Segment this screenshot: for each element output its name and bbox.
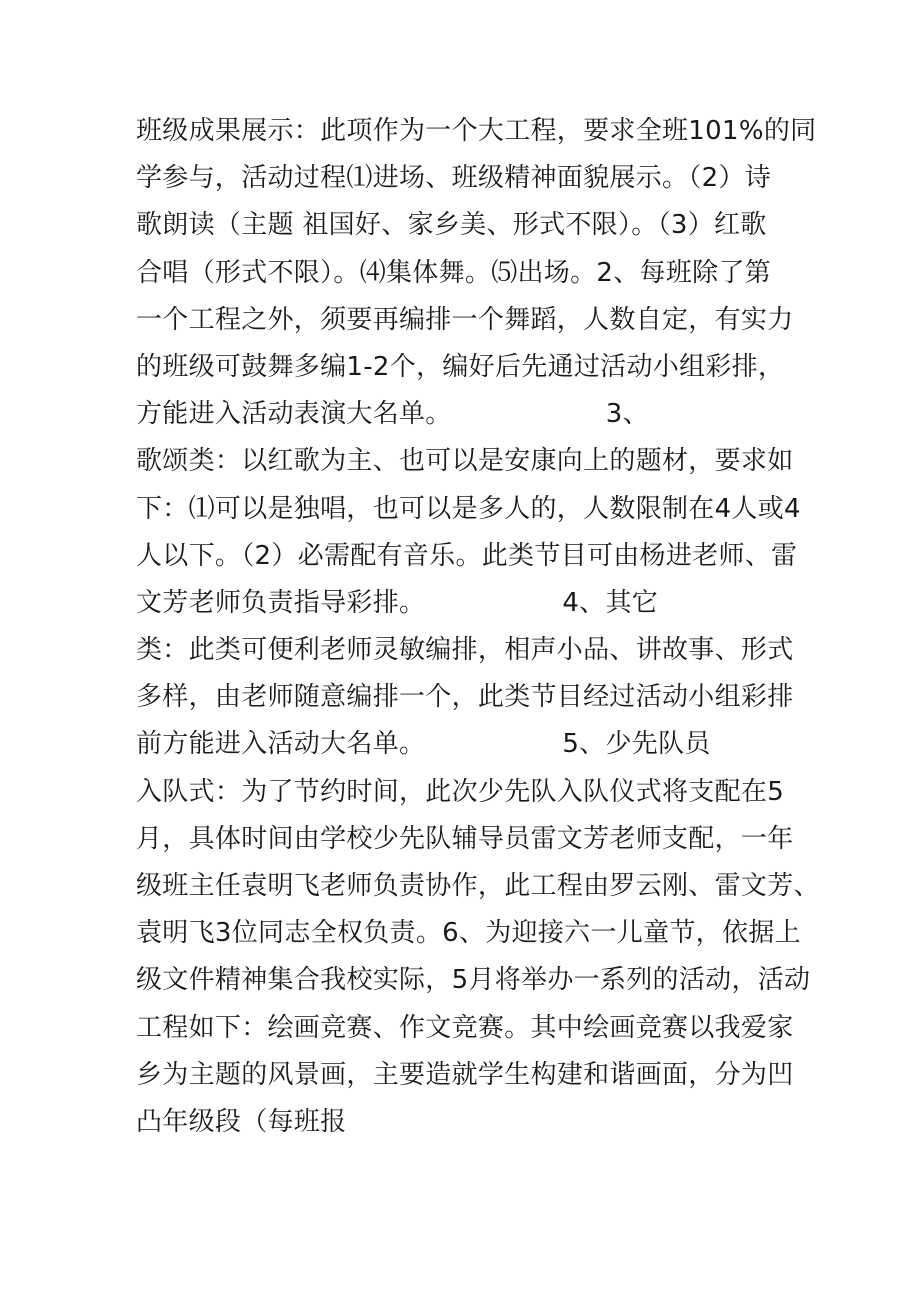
text-line: 入队式：为了节约时间，此次少先队入队仪式将支配在5 bbox=[136, 776, 785, 807]
text-line: 学参与，活动过程⑴进场、班级精神面貌展示。（2）诗 bbox=[136, 163, 772, 194]
text-line: 一个工程之外，须要再编排一个舞蹈，人数自定，有实力 bbox=[136, 304, 794, 335]
text-line: 袁明飞3位同志全权负责。6、为迎接六一儿童节，依据上 bbox=[136, 918, 801, 949]
text-line: 歌朗读（主题 祖国好、家乡美、形式不限）。（3）红歌 bbox=[136, 210, 767, 241]
text-line: 人以下。（2）必需配有音乐。此类节目可由杨进老师、雷 bbox=[136, 540, 798, 571]
text-line: 歌颂类：以红歌为主、也可以是安康向上的题材，要求如 bbox=[136, 446, 794, 477]
text-line: 方能进入活动表演大名单。 3、 bbox=[136, 399, 649, 430]
text-line: 月，具体时间由学校少先队辅导员雷文芳老师支配，一年 bbox=[136, 823, 794, 854]
text-line: 下：⑴可以是独唱，也可以是多人的，人数限制在4人或4 bbox=[136, 493, 801, 524]
text-line: 文芳老师负责指导彩排。 4、其它 bbox=[136, 587, 659, 618]
text-line: 乡为主题的风景画，主要造就学生构建和谐画面，分为凹 bbox=[136, 1059, 794, 1090]
text-line: 级文件精神集合我校实际，5月将举办一系列的活动，活动 bbox=[136, 965, 811, 996]
text-line: 的班级可鼓舞多编1-2个，编好后先通过活动小组彩排， bbox=[136, 351, 785, 382]
text-line: 类：此类可便利老师灵敏编排，相声小品、讲故事、形式 bbox=[136, 635, 794, 666]
text-line: 多样，由老师随意编排一个，此类节目经过活动小组彩排 bbox=[136, 682, 794, 713]
text-line: 工程如下：绘画竞赛、作文竞赛。其中绘画竞赛以我爱家 bbox=[136, 1012, 794, 1043]
text-line: 前方能进入活动大名单。 5、少先队员 bbox=[136, 729, 711, 760]
body-text bbox=[136, 108, 820, 1146]
text-line: 合唱（形式不限）。⑷集体舞。⑸出场。2、每班除了第 bbox=[136, 257, 772, 288]
text-line: 级班主任袁明飞老师负责协作，此工程由罗云刚、雷文芳、 bbox=[136, 871, 820, 901]
text-line: 凸年级段（每班报 bbox=[136, 1106, 347, 1137]
text-line: 班级成果展示：此项作为一个大工程，要求全班101%的同 bbox=[136, 116, 817, 146]
